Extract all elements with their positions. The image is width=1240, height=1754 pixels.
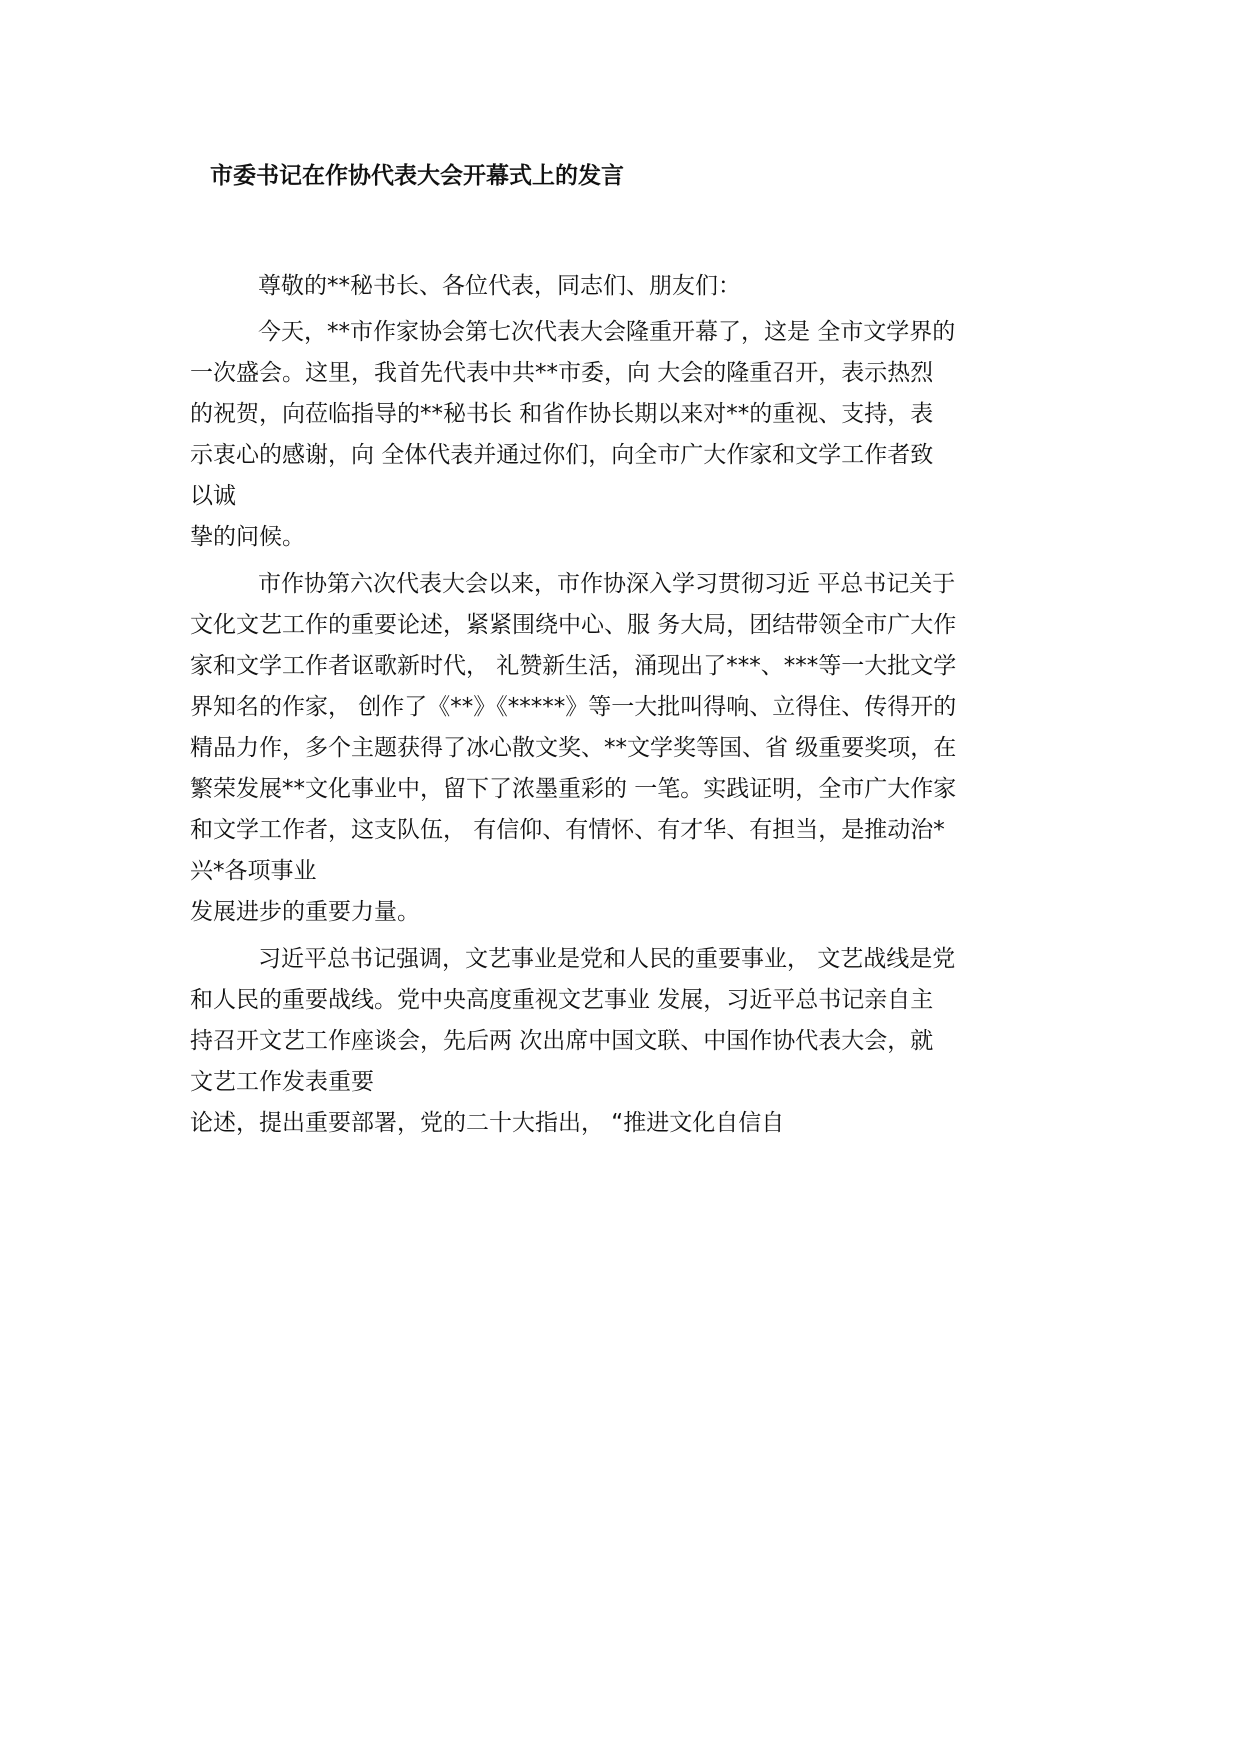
- paragraph-line: 和人民的重要战线。党中央高度重视文艺事业 发展，习近平总书记亲自主: [190, 987, 934, 1013]
- paragraph-line: 繁荣发展**文化事业中，留下了浓墨重彩的 一笔。实践证明，全市广大作家: [190, 776, 957, 802]
- paragraph-1: [190, 309, 1070, 560]
- paragraph-line: 市作协第六次代表大会以来，市作协深入学习贯彻习近 平总书记关于: [258, 571, 956, 597]
- paragraph-line: 以诚: [190, 483, 236, 509]
- paragraph-line: 和文学工作者，这支队伍， 有信仰、有情怀、有才华、有担当，是推动治*: [190, 817, 945, 843]
- paragraph-line: 挚的问候。: [190, 524, 305, 550]
- paragraph-2: [190, 561, 1070, 935]
- paragraph-line: 今天，**市作家协会第七次代表大会隆重开幕了，这是 全市文学界的: [258, 319, 956, 345]
- paragraph-line: 示衷心的感谢，向 全体代表并通过你们，向全市广大作家和文学工作者致: [190, 442, 934, 468]
- paragraph-line: 发展进步的重要力量。: [190, 899, 420, 925]
- paragraph-line: 的祝贺，向莅临指导的**秘书长 和省作协长期以来对**的重视、支持，表: [190, 401, 934, 427]
- paragraph-line: 精品力作，多个主题获得了冰心散文奖、**文学奖等国、省 级重要奖项，在: [190, 735, 957, 761]
- paragraph-line: 文化文艺工作的重要论述，紧紧围绕中心、服 务大局，团结带领全市广大作: [190, 612, 957, 638]
- greeting-line: 尊敬的**秘书长、各位代表，同志们、朋友们：: [258, 273, 741, 299]
- paragraph-line: 论述，提出重要部署，党的二十大指出， “推进文化自信自: [190, 1110, 785, 1136]
- paragraph-line: 持召开文艺工作座谈会，先后两 次出席中国文联、中国作协代表大会，就: [190, 1028, 934, 1054]
- paragraph-line: 习近平总书记强调，文艺事业是党和人民的重要事业， 文艺战线是党: [258, 946, 956, 972]
- paragraph-line: 文艺工作发表重要: [190, 1069, 374, 1095]
- paragraph-line: 家和文学工作者讴歌新时代， 礼赞新生活，涌现出了***、***等一大批文学: [190, 653, 957, 679]
- document-title: 市委书记在作协代表大会开幕式上的发言: [210, 163, 624, 189]
- document-body: [190, 263, 1070, 1146]
- paragraph-3: [190, 936, 1070, 1146]
- paragraph-line: 一次盛会。这里，我首先代表中共**市委，向 大会的隆重召开，表示热烈: [190, 360, 934, 386]
- paragraph-line: 界知名的作家， 创作了《**》《*****》等一大批叫得响、立得住、传得开的: [190, 694, 957, 720]
- paragraph-line: 兴*各项事业: [190, 858, 317, 884]
